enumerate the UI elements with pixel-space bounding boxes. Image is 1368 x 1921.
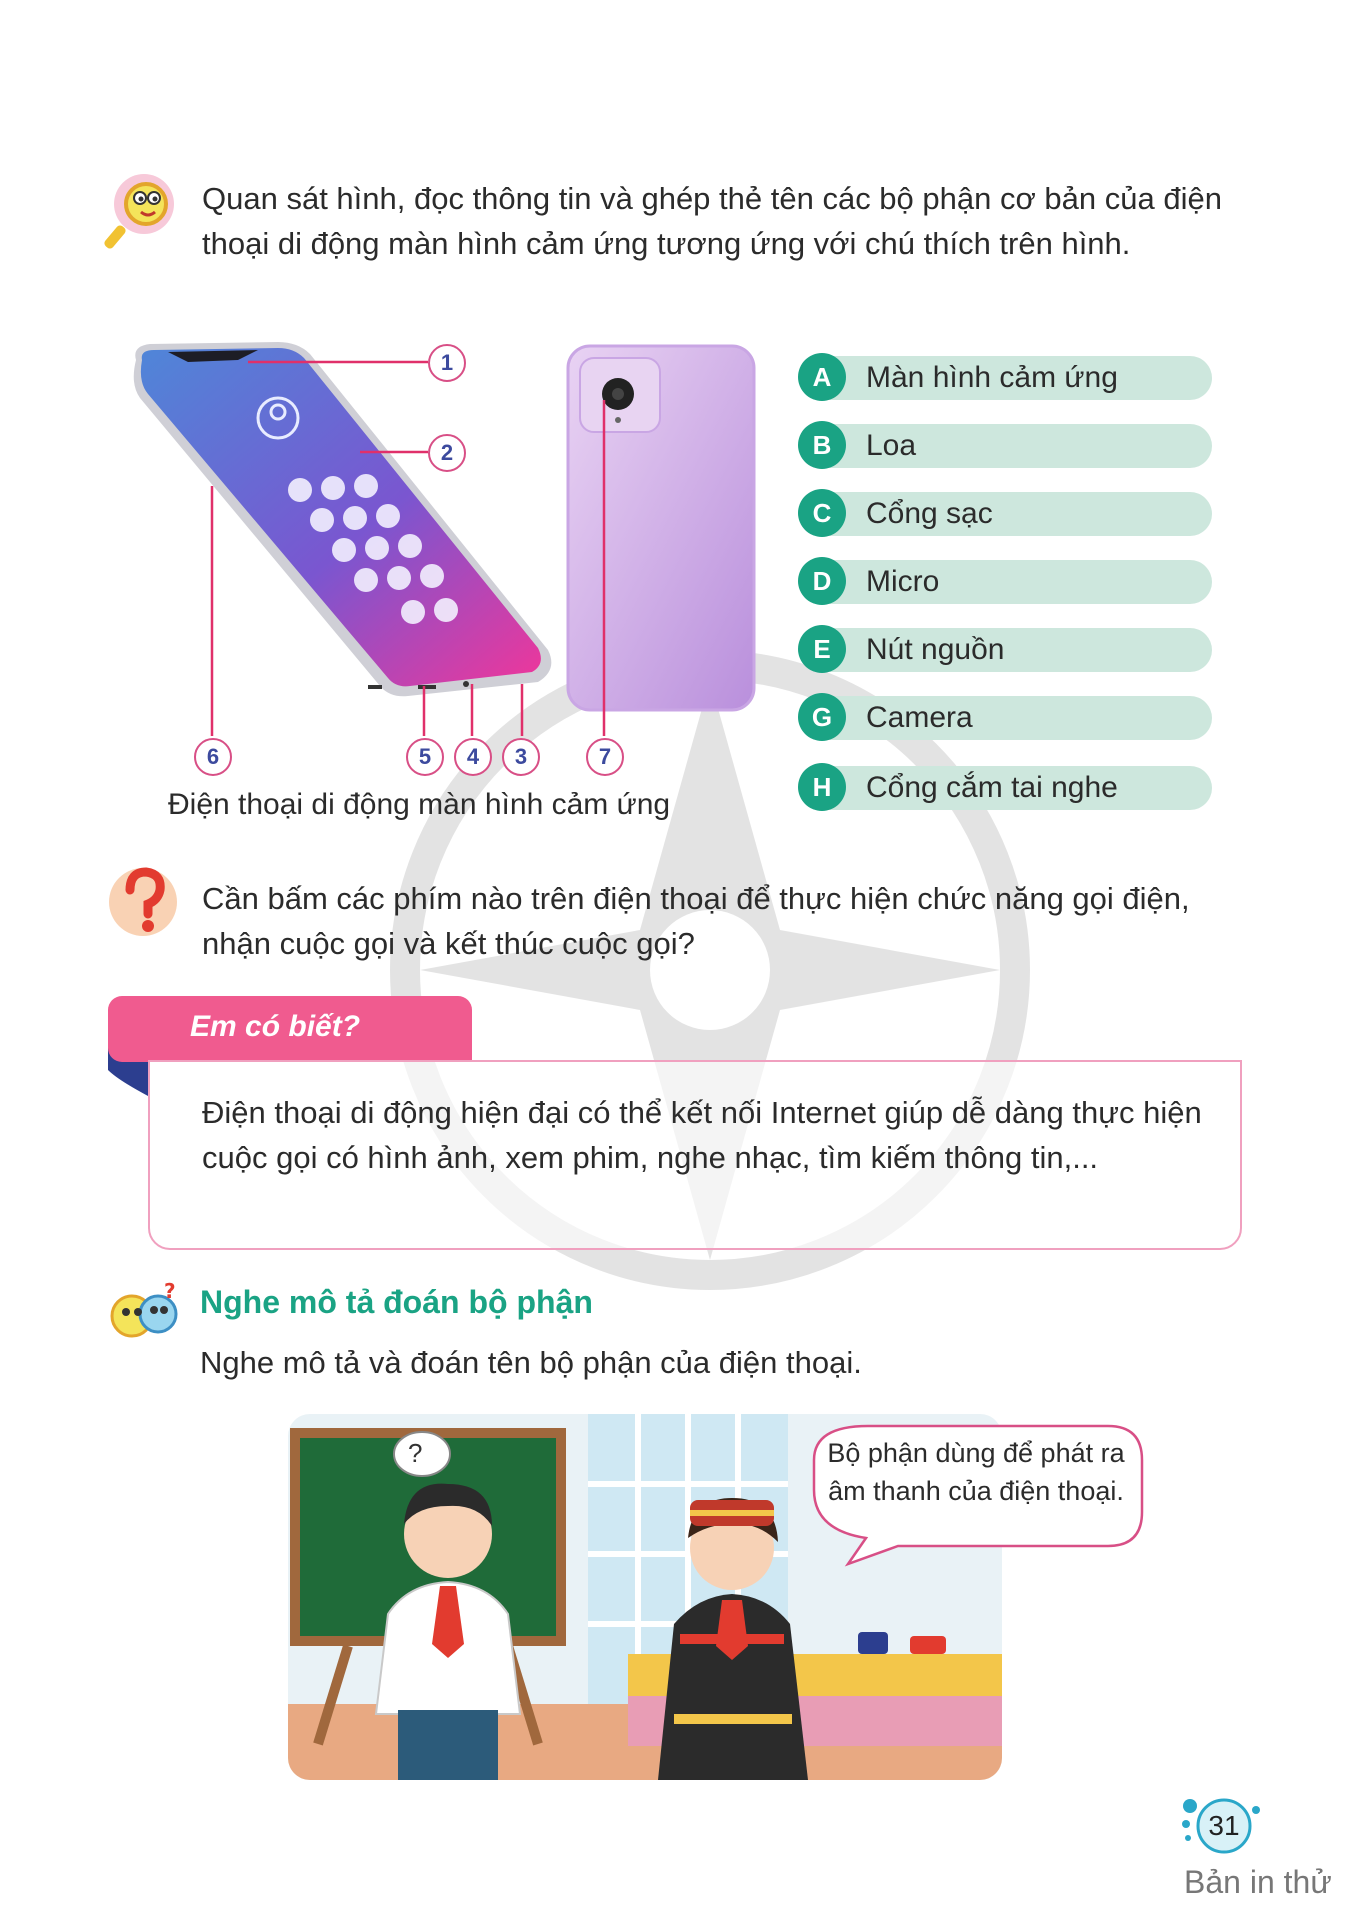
- card-letter: G: [798, 693, 846, 741]
- question-text: Cần bấm các phím nào trên điện thoại để thực hiện chức năng gọi điện, nhận cuộc gọi và kết thúc cuộc gọi?: [202, 881, 1190, 961]
- card-letter: C: [798, 489, 846, 537]
- did-you-know-title: Em có biết?: [190, 1010, 361, 1043]
- card-letter: H: [798, 763, 846, 811]
- callout-1: 1: [428, 344, 466, 382]
- card-label: Cổng sạc: [866, 497, 993, 530]
- card-letter: E: [798, 625, 846, 673]
- card-c[interactable]: [798, 488, 1212, 538]
- phone-front-illustration: [128, 340, 558, 700]
- page-number: 31: [1208, 1810, 1240, 1841]
- card-letter: A: [798, 353, 846, 401]
- callout-6: 6: [194, 738, 232, 776]
- did-you-know-text: Điện thoại di động hiện đại có thể kết nối Internet giúp dễ dàng thực hiện cuộc gọi có hình ảnh, xem phim, nghe nhạc, tìm kiếm thông tin,...: [202, 1095, 1202, 1175]
- callout-5: 5: [406, 738, 444, 776]
- speech-bubble-text: Bộ phận dùng để phát ra âm thanh của điện thoại.: [827, 1438, 1125, 1506]
- card-label: Loa: [866, 429, 917, 462]
- card-label: Nút nguồn: [866, 633, 1005, 666]
- card-label: Camera: [866, 701, 973, 734]
- callout-3: 3: [502, 738, 540, 776]
- instruction-text: Quan sát hình, đọc thông tin và ghép thẻ tên các bộ phận cơ bản của điện thoại di động màn hình cảm ứng tương ứng với chú thích trên hình.: [202, 181, 1222, 261]
- card-letter: D: [798, 557, 846, 605]
- callout-4: 4: [454, 738, 492, 776]
- svg-text:?: ?: [164, 1280, 176, 1303]
- card-h[interactable]: [798, 762, 1212, 812]
- callout-7: 7: [586, 738, 624, 776]
- card-label: Micro: [866, 565, 940, 598]
- game-title: Nghe mô tả đoán bộ phận: [200, 1284, 593, 1320]
- card-g[interactable]: [798, 692, 1212, 742]
- card-letter: B: [798, 421, 846, 469]
- card-a[interactable]: [798, 352, 1212, 402]
- card-e[interactable]: [798, 624, 1212, 674]
- card-label: Cổng cắm tai nghe: [866, 771, 1118, 804]
- phone-back-illustration: [566, 344, 756, 712]
- card-d[interactable]: [798, 556, 1212, 606]
- callout-2: 2: [428, 434, 466, 472]
- draft-note: Bản in thử: [1184, 1864, 1332, 1900]
- figure-caption: Điện thoại di động màn hình cảm ứng: [168, 788, 671, 821]
- game-mascot-icon: [106, 1280, 184, 1340]
- card-b[interactable]: [798, 420, 1212, 470]
- card-label: Màn hình cảm ứng: [866, 361, 1118, 394]
- thought-bubble-text: ?: [408, 1438, 423, 1468]
- question-mark-icon: [106, 862, 180, 938]
- game-instruction: Nghe mô tả và đoán tên bộ phận của điện thoại.: [200, 1345, 862, 1380]
- magnifier-mascot-icon: [104, 168, 180, 252]
- did-you-know-tab: [108, 996, 472, 1062]
